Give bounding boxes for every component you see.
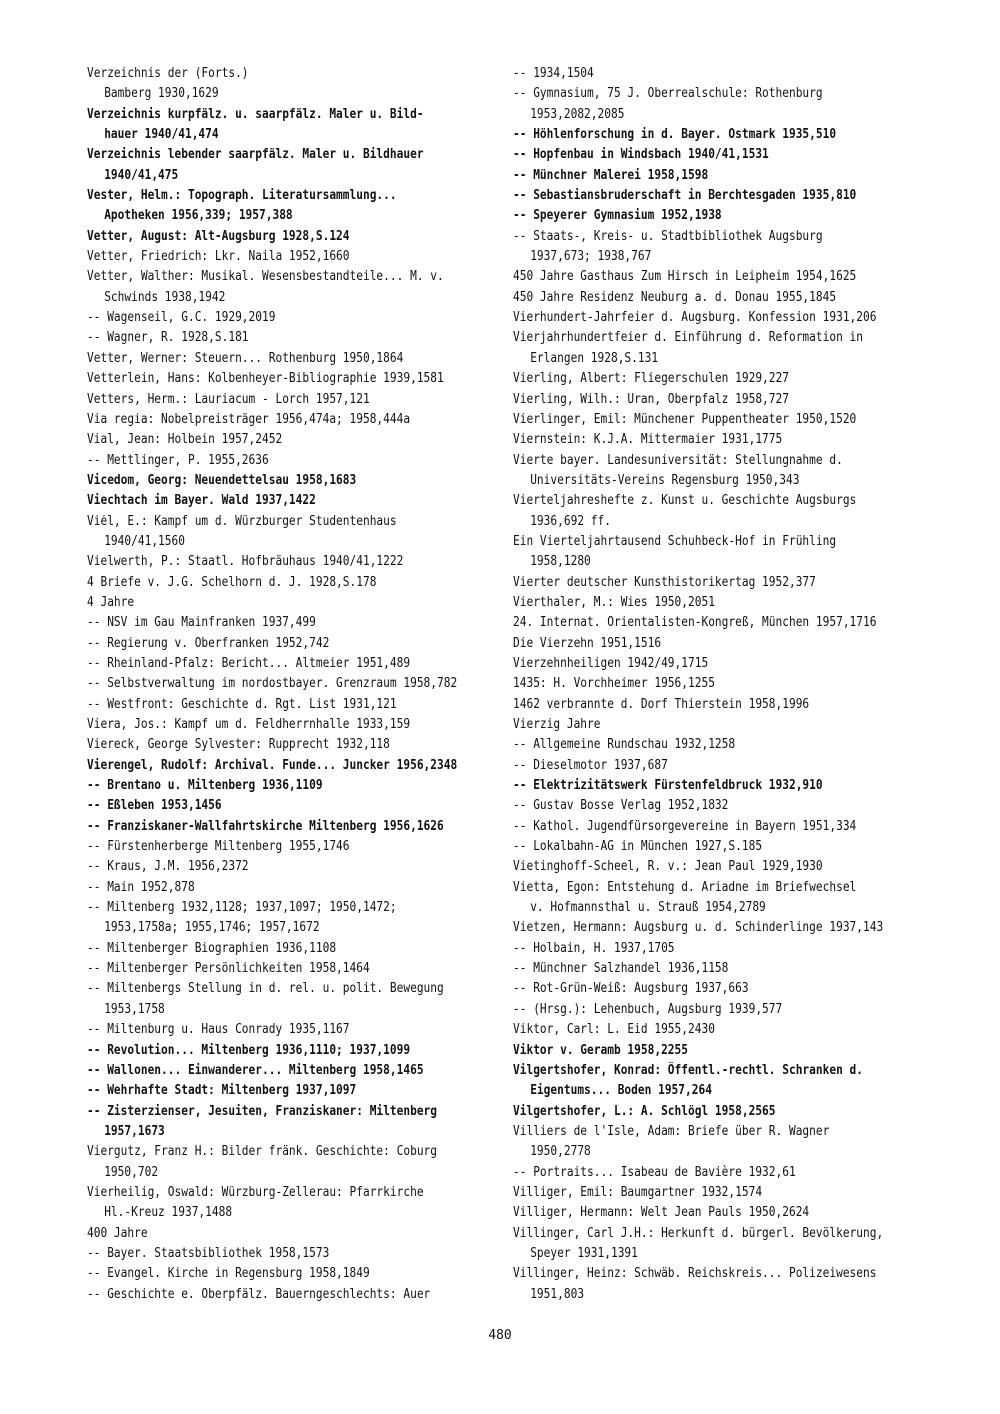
entry-text: Vierheilig, Oswald: Würzburg-Zellerau: Pfarrkirche: [87, 1184, 424, 1200]
entry-text: Vetters, Herm.: Lauriacum - Lorch 1957,121: [87, 391, 370, 407]
entry-text: Viera, Jos.: Kampf um d. Feldherrnhalle 1933,159: [87, 717, 411, 732]
entry-text: 450 Jahre Residenz Neuburg a. d. Donau 1955,1845: [513, 289, 837, 305]
entry-continuation: Hl.-Kreuz 1937,1488: [104, 1205, 233, 1221]
index-entry: [513, 532, 883, 573]
entry-text: -- (Hrsg.): Lehenbuch, Augsburg 1939,577: [513, 1001, 783, 1017]
entry-text: -- Eßleben 1953,1456: [87, 798, 222, 814]
entry-text: -- Main 1952,878: [87, 879, 195, 895]
entry-text: -- Evangel. Kirche in Regensburg 1958,1849: [87, 1266, 370, 1282]
entry-text: -- Gustav Bosse Verlag 1952,1832: [513, 798, 729, 814]
entry-text: -- Miltenberger Biographien 1936,1108: [87, 940, 337, 956]
entry-text: Vetter, Werner: Steuern... Rothenburg 1950,1864: [87, 350, 404, 366]
entry-text: Villiers de l'Isle, Adam: Briefe über R. Wagner: [513, 1123, 830, 1139]
entry-text: -- Portraits... Isabeau de Bavière 1932,61: [513, 1164, 796, 1180]
index-entry: [513, 1102, 883, 1122]
index-entry: [513, 735, 883, 755]
entry-text: -- Fürstenherberge Miltenberg 1955,1746: [87, 839, 350, 855]
entry-text: Viernstein: K.J.A. Mittermaier 1931,1775: [513, 432, 783, 448]
index-entry: [513, 1000, 883, 1020]
index-entry: [87, 878, 435, 898]
index-entry: [513, 1041, 883, 1061]
entry-text: -- Gymnasium, 75 J. Oberrealschule: Rothenburg: [513, 86, 823, 102]
index-entry: [513, 654, 883, 674]
entry-text: -- Münchner Malerei 1958,1598: [513, 167, 709, 183]
index-entry: [87, 593, 435, 613]
entry-continuation: 1940/41,475: [104, 167, 179, 183]
entry-continuation: 1953,2082,2085: [530, 106, 625, 122]
index-entry: [513, 674, 883, 694]
entry-continuation: Apotheken 1956,339; 1957,388: [104, 208, 293, 224]
index-entry: [513, 959, 883, 979]
index-entry: [513, 796, 883, 816]
index-entry: [87, 573, 435, 593]
index-entry: [87, 837, 435, 857]
index-entry: [87, 512, 435, 553]
entry-text: 1462 verbrannte d. Dorf Thierstein 1958,1996: [513, 696, 810, 712]
entry-text: Vetterlein, Hans: Kolbenheyer-Bibliographie 1939,1581: [87, 371, 444, 387]
index-entry: [87, 491, 435, 511]
index-entry: [87, 674, 458, 694]
index-entry: [87, 959, 435, 979]
entry-text: Vierzig Jahre: [513, 717, 601, 732]
entry-continuation: Erlangen 1928,S.131: [530, 350, 659, 366]
index-entry: [513, 756, 883, 776]
entry-text: -- Wagner, R. 1928,S.181: [87, 330, 249, 346]
index-entry: [87, 145, 435, 186]
entry-text: Villinger, Heinz: Schwäb. Reichskreis... Polizeiwesens: [513, 1266, 877, 1282]
entry-text: Villiger, Emil: Baumgartner 1932,1574: [513, 1184, 763, 1200]
index-entry: [513, 430, 883, 450]
index-column-right: [513, 64, 943, 1305]
entry-continuation: 1953,1758a; 1955,1746; 1957,1672: [104, 920, 320, 936]
index-entry: [513, 817, 883, 837]
entry-text: -- Höhlenforschung in d. Bayer. Ostmark 1935,510: [513, 127, 837, 143]
index-entry: [87, 430, 435, 450]
index-entry: [513, 979, 883, 999]
entry-text: Viėl, E.: Kampf um d. Würzburger Studentenhaus: [87, 513, 397, 529]
index-entry: [87, 634, 435, 654]
entry-text: Vial, Jean: Holbein 1957,2452: [87, 432, 283, 448]
index-entry: [87, 349, 435, 369]
index-entry: [513, 64, 883, 84]
entry-text: Vierter deutscher Kunsthistorikertag 1952,377: [513, 574, 816, 590]
entry-text: Villinger, Carl J.H.: Herkunft d. bürgerl. Bevölkerung,: [513, 1225, 884, 1241]
entry-text: Verzeichnis kurpfälz. u. saarpfälz. Maler u. Bild-: [87, 106, 424, 122]
entry-continuation: 1958,1280: [530, 554, 591, 570]
index-entry: [87, 369, 444, 389]
index-entry: [513, 593, 883, 613]
entry-text: -- Kraus, J.M. 1956,2372: [87, 859, 249, 875]
entry-text: Vierling, Wilh.: Uran, Oberpfalz 1958,727: [513, 391, 789, 407]
page-number: 480: [488, 1328, 512, 1343]
entry-text: Vilgertshofer, L.: A. Schlögl 1958,2565: [513, 1103, 776, 1119]
index-entry: [513, 918, 883, 938]
entry-text: -- Regierung v. Oberfranken 1952,742: [87, 635, 330, 651]
entry-text: -- Mettlinger, P. 1955,2636: [87, 452, 269, 468]
index-entry: [87, 1041, 435, 1061]
entry-text: Vierlinger, Emil: Münchener Puppentheater 1950,1520: [513, 411, 857, 427]
entry-text: Vietinghoff-Scheel, R. v.: Jean Paul 1929,1930: [513, 859, 823, 875]
entry-continuation: 1951,803: [530, 1286, 585, 1302]
index-entry: [513, 288, 883, 308]
entry-continuation: hauer 1940/41,474: [104, 127, 219, 143]
index-entry: [87, 1224, 435, 1244]
entry-text: Viereck, George Sylvester: Rupprecht 1932,118: [87, 737, 390, 753]
entry-text: Vetter, August: Alt-Augsburg 1928,S.124: [87, 228, 350, 244]
entry-text: Vicedom, Georg: Neuendettelsau 1958,1683: [87, 472, 357, 488]
entry-continuation: 1937,673; 1938,767: [530, 249, 652, 265]
entry-text: Vietta, Egon: Entstehung d. Ariadne im Briefwechsel: [513, 879, 857, 895]
entry-text: -- Miltenburg u. Haus Conrady 1935,1167: [87, 1022, 350, 1038]
index-column-left: [87, 64, 492, 1305]
index-entry: [87, 471, 435, 491]
entry-text: Via regia: Nobelpreisträger 1956,474a; 1958,444a: [87, 411, 411, 427]
entry-text: -- Rot-Grün-Weiß: Augsburg 1937,663: [513, 981, 749, 997]
index-entry: [513, 1264, 883, 1305]
entry-text: -- 1934,1504: [513, 66, 594, 81]
index-entry: [513, 634, 883, 654]
entry-continuation: Speyer 1931,1391: [530, 1245, 638, 1261]
entry-text: -- Wehrhafte Stadt: Miltenberg 1937,1097: [87, 1083, 357, 1099]
entry-text: -- Sebastiansbruderschaft in Berchtesgaden 1935,810: [513, 188, 857, 204]
index-entry: [513, 1224, 883, 1265]
index-entry: [87, 817, 444, 837]
index-entry: [87, 1061, 435, 1081]
entry-continuation: 1950,2778: [530, 1144, 591, 1160]
entry-continuation: Bamberg 1930,1629: [104, 86, 219, 102]
entry-text: Ein Vierteljahrtausend Schuhbeck-Hof in Frühling: [513, 533, 837, 549]
entry-text: Villiger, Hermann: Welt Jean Pauls 1950,2624: [513, 1205, 810, 1221]
index-entry: [87, 105, 435, 146]
entry-text: -- Wallonen... Einwanderer... Miltenberg 1958,1465: [87, 1062, 424, 1078]
entry-text: -- Kathol. Jugendfürsorgevereine in Bayern 1951,334: [513, 818, 857, 834]
entry-text: -- Hopfenbau in Windsbach 1940/41,1531: [513, 147, 769, 163]
index-entry: [513, 939, 883, 959]
entry-text: -- Elektrizitätswerk Fürstenfeldbruck 1932,910: [513, 778, 823, 794]
index-entry: [513, 84, 883, 125]
entry-text: Vierling, Albert: Fliegerschulen 1929,227: [513, 371, 789, 387]
index-entry: [87, 715, 435, 735]
index-entry: [513, 451, 883, 492]
index-entry: [87, 1244, 435, 1264]
index-entry: [87, 1142, 438, 1183]
index-entry: [87, 308, 435, 328]
entry-text: -- Holbain, H. 1937,1705: [513, 940, 675, 956]
entry-text: -- Westfront: Geschichte d. Rgt. List 1931,121: [87, 696, 397, 712]
index-entry: [87, 1102, 438, 1143]
index-entry: [513, 776, 883, 796]
index-entry: [513, 1020, 883, 1040]
index-entry: [513, 227, 883, 268]
entry-text: -- Rheinland-Pfalz: Bericht... Altmeier 1951,489: [87, 655, 411, 671]
index-entry: [513, 308, 883, 328]
entry-text: -- Lokalbahn-AG in München 1927,S.185: [513, 839, 763, 855]
entry-continuation: Eigentums... Boden 1957,264: [530, 1083, 712, 1099]
entry-text: Viktor v. Geramb 1958,2255: [513, 1042, 689, 1058]
index-entry: [87, 939, 435, 959]
index-entry: [513, 1183, 883, 1203]
entry-continuation: 1957,1673: [104, 1123, 165, 1139]
index-entry: [87, 64, 435, 105]
index-entry: [513, 125, 883, 145]
index-entry: [87, 1183, 435, 1224]
entry-text: Vierhundert-Jahrfeier d. Augsburg. Konfession 1931,206: [513, 310, 877, 326]
index-entry: [87, 776, 435, 796]
entry-text: Vilgertshofer, Konrad: Öffentl.-rechtl. Schranken d.: [513, 1062, 864, 1078]
entry-text: -- Staats-, Kreis- u. Stadtbibliothek Augsburg: [513, 228, 823, 244]
entry-text: Vietzen, Hermann: Augsburg u. d. Schinderlinge 1937,143: [513, 920, 884, 936]
entry-text: Vierengel, Rudolf: Archival. Funde... Juncker 1956,2348: [87, 757, 458, 773]
entry-text: 4 Briefe v. J.G. Schelhorn d. J. 1928,S.178: [87, 574, 377, 590]
entry-text: Vetter, Walther: Musikal. Wesensbestandteile... M. v.: [87, 269, 444, 285]
entry-text: 450 Jahre Gasthaus Zum Hirsch in Leipheim 1954,1625: [513, 269, 857, 285]
index-entry: [87, 451, 435, 471]
index-entry: [513, 390, 883, 410]
index-entry: [87, 1264, 435, 1284]
index-entry: [513, 491, 883, 532]
index-entry: [87, 1020, 435, 1040]
index-entry: [87, 654, 435, 674]
index-entry: [513, 206, 883, 226]
entry-continuation: 1953,1758: [104, 1001, 165, 1017]
entry-text: 24. Internat. Orientalisten-Kongreß, München 1957,1716: [513, 615, 877, 631]
index-entry: [87, 186, 435, 227]
index-entry: [87, 227, 435, 247]
index-entry: [87, 1285, 435, 1305]
index-entry: [87, 756, 458, 776]
index-entry: [87, 979, 444, 1020]
index-entry: [87, 735, 435, 755]
entry-continuation: Schwinds 1938,1942: [104, 289, 226, 305]
index-entry: [513, 1163, 883, 1183]
entry-continuation: 1940/41,1560: [104, 533, 185, 549]
index-entry: [513, 837, 883, 857]
entry-text: -- Allgemeine Rundschau 1932,1258: [513, 737, 736, 753]
entry-text: -- Selbstverwaltung im nordostbayer. Grenzraum 1958,782: [87, 676, 458, 692]
entry-text: -- Franziskaner-Wallfahrtskirche Miltenberg 1956,1626: [87, 818, 444, 834]
index-entry: [513, 186, 883, 206]
entry-text: 1435: H. Vorchheimer 1956,1255: [513, 676, 715, 692]
index-entry: [513, 573, 883, 593]
index-entry: [513, 857, 883, 877]
entry-continuation: 1950,702: [104, 1164, 159, 1180]
entry-text: -- Revolution... Miltenberg 1936,1110; 1937,1099: [87, 1042, 411, 1058]
index-entry: [513, 695, 883, 715]
entry-text: Vetter, Friedrich: Lkr. Naila 1952,1660: [87, 249, 350, 265]
index-entry: [513, 166, 883, 186]
entry-text: Viktor, Carl: L. Eid 1955,2430: [513, 1022, 715, 1038]
index-entry: [513, 410, 883, 430]
index-entry: [87, 613, 435, 633]
entry-continuation: 1936,692 ff.: [530, 513, 611, 529]
entry-text: Vielwerth, P.: Staatl. Hofbräuhaus 1940/41,1222: [87, 554, 404, 570]
entry-text: Vierthaler, M.: Wies 1950,2051: [513, 594, 715, 610]
entry-text: -- Münchner Salzhandel 1936,1158: [513, 961, 729, 977]
index-entry: [87, 1081, 435, 1101]
index-entry: [87, 695, 435, 715]
entry-text: 400 Jahre: [87, 1225, 148, 1241]
entry-text: Vierzehnheiligen 1942/49,1715: [513, 655, 709, 671]
entry-text: -- Dieselmotor 1937,687: [513, 757, 668, 773]
entry-text: Viergutz, Franz H.: Bilder fränk. Geschichte: Coburg: [87, 1144, 438, 1160]
index-entry: [513, 1203, 883, 1223]
entry-text: Verzeichnis der (Forts.): [87, 66, 249, 81]
index-entry: [513, 267, 883, 287]
entry-text: Vierjahrhundertfeier d. Einführung d. Reformation in: [513, 330, 864, 346]
entry-text: -- Zisterzienser, Jesuiten, Franziskaner: Miltenberg: [87, 1103, 438, 1119]
entry-text: Vierte bayer. Landesuniversität: Stellungnahme d.: [513, 452, 843, 468]
index-entry: [513, 369, 883, 389]
entry-text: -- Wagenseil, G.C. 1929,2019: [87, 310, 276, 326]
index-entry: [513, 715, 883, 735]
index-entry: [513, 328, 883, 369]
entry-text: Vester, Helm.: Topograph. Literatursammlung...: [87, 188, 397, 204]
index-entry: [513, 1061, 883, 1102]
entry-text: -- Brentano u. Miltenberg 1936,1109: [87, 778, 323, 794]
index-entry: [513, 1122, 883, 1163]
index-entry: [87, 552, 435, 572]
index-entry: [87, 247, 435, 267]
entry-continuation: v. Hofmannsthal u. Strauß 1954,2789: [530, 900, 766, 916]
entry-text: 4 Jahre: [87, 594, 135, 610]
entry-text: Vierteljahreshefte z. Kunst u. Geschichte Augsburgs: [513, 493, 857, 509]
entry-text: Die Vierzehn 1951,1516: [513, 635, 662, 651]
index-entry: [87, 267, 444, 308]
entry-text: -- Bayer. Staatsbibliothek 1958,1573: [87, 1245, 330, 1261]
index-entry: [87, 410, 435, 430]
entry-text: Viechtach im Bayer. Wald 1937,1422: [87, 493, 316, 509]
entry-text: -- Geschichte e. Oberpfälz. Bauerngeschlechts: Auer: [87, 1286, 431, 1302]
index-entry: [87, 796, 435, 816]
entry-continuation: Universitäts-Vereins Regensburg 1950,343: [530, 472, 800, 488]
entry-text: -- Miltenbergs Stellung in d. rel. u. polit. Bewegung: [87, 981, 444, 997]
index-entry: [513, 145, 883, 165]
entry-text: Verzeichnis lebender saarpfälz. Maler u. Bildhauer: [87, 147, 424, 163]
index-entry: [87, 857, 435, 877]
entry-text: -- Miltenberger Persönlichkeiten 1958,1464: [87, 961, 370, 977]
entry-text: -- NSV im Gau Mainfranken 1937,499: [87, 615, 316, 631]
index-entry: [87, 328, 435, 348]
index-entry: [513, 613, 883, 633]
entry-text: -- Speyerer Gymnasium 1952,1938: [513, 208, 722, 224]
entry-text: -- Miltenberg 1932,1128; 1937,1097; 1950,1472;: [87, 900, 397, 916]
index-entry: [513, 878, 883, 919]
index-entry: [87, 390, 435, 410]
index-entry: [87, 898, 435, 939]
